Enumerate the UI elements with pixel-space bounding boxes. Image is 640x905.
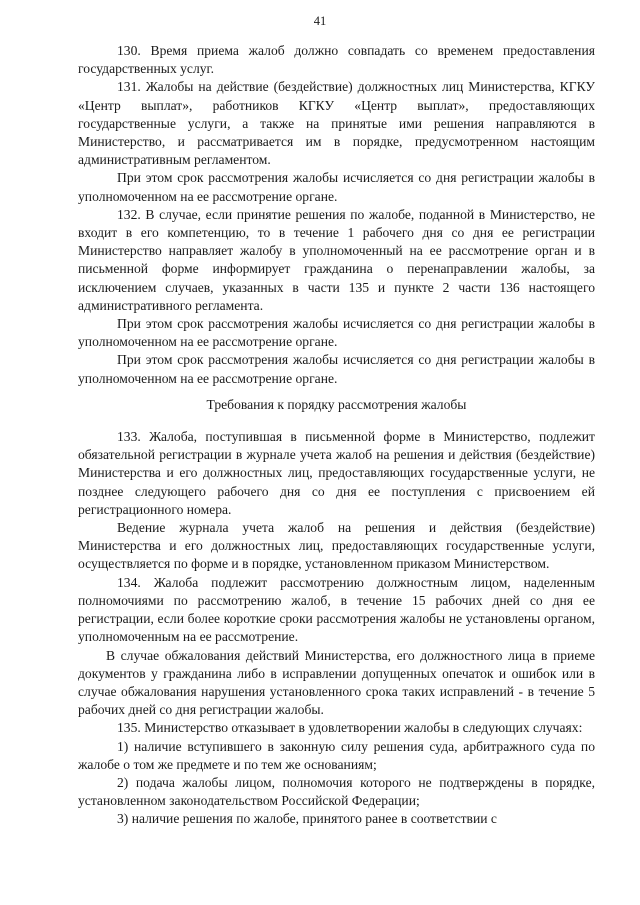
paragraph-134: 134. Жалоба подлежит рассмотрению должностным лицом, наделенным полномочиями по рассмотрению жалоб, в течение 15 рабочих дней со дня ее регистрации, если более короткие сроки рассмотрения жалобы не установлены органом, уполномоченным на ее рассмотрение. <box>78 574 595 645</box>
list-item-135-2: 2) подача жалобы лицом, полномочия которого не подтверждены в порядке, установленном законодательством Российской Федерации; <box>78 774 595 809</box>
section-heading: Требования к порядку рассмотрения жалобы <box>206 396 467 412</box>
paragraph-133: 133. Жалоба, поступившая в письменной форме в Министерство, подлежит обязательной регистрации в журнале учета жалоб на решения и действия (бездействие) Министерства и его должностных лиц, предоставляющих государственные услуги, не позднее следующего рабочего дня со дня ее поступления с присвоением ей регистрационного номера. <box>78 429 595 517</box>
list-item-135-3: 3) наличие решения по жалобе, принятого ранее в соответствии с <box>117 811 497 827</box>
paragraph-133-journal: Ведение журнала учета жалоб на решения и действия (бездействие) Министерства и его должностных лиц, предоставляющих государственные услуги, осуществляется по форме и в порядке, установленном приказом Министерством. <box>78 520 595 572</box>
paragraph-131: 131. Жалобы на действие (бездействие) должностных лиц Министерства, КГКУ «Центр выплат», работников КГКУ «Центр выплат», предоставляющих государственные услуги, а также на принятые ими решения направляются в Министерство, и рассматривается им в порядке, предусмотренном настоящим административным регламентом. <box>78 79 595 168</box>
paragraph-132-term-1: При этом срок рассмотрения жалобы исчисляется со дня регистрации жалобы в уполномоченном на ее рассмотрение органе. <box>78 316 595 350</box>
paragraph-131-term: При этом срок рассмотрения жалобы исчисляется со дня регистрации жалобы в уполномоченном на ее рассмотрение органе. <box>78 170 595 204</box>
paragraph-132-term-2: При этом срок рассмотрения жалобы исчисляется со дня регистрации жалобы в уполномоченном на ее рассмотрение органе. <box>78 352 595 386</box>
paragraph-130: 130. Время приема жалоб должно совпадать со временем предоставления государственных услуг. <box>78 43 595 77</box>
paragraph-134-appeal: В случае обжалования действий Министерства, его должностного лица в приеме документов у гражданина либо в исправлении допущенных опечаток и ошибок или в случае обжалования нарушения установленного срока таких исправлений - в течение 5 рабочих дней со дня регистрации жалобы. <box>78 647 595 718</box>
document-body <box>78 42 595 829</box>
paragraph-135: 135. Министерство отказывает в удовлетворении жалобы в следующих случаях: <box>117 720 583 736</box>
paragraph-132: 132. В случае, если принятие решения по жалобе, поданной в Министерство, не входит в его компетенцию, то в течение 1 рабочего дня со дня ее регистрации Министерство направляет жалобу в уполномоченный на ее рассмотрение орган и в письменной форме информирует гражданина о перенаправлении жалобы, за исключением случаев, указанных в части 135 и пункте 2 части 136 настоящего административного регламента. <box>78 206 595 313</box>
list-item-135-1: 1) наличие вступившего в законную силу решения суда, арбитражного суда по жалобе о том же предмете и по тем же основаниям; <box>78 738 595 772</box>
page-number: 41 <box>313 14 327 28</box>
